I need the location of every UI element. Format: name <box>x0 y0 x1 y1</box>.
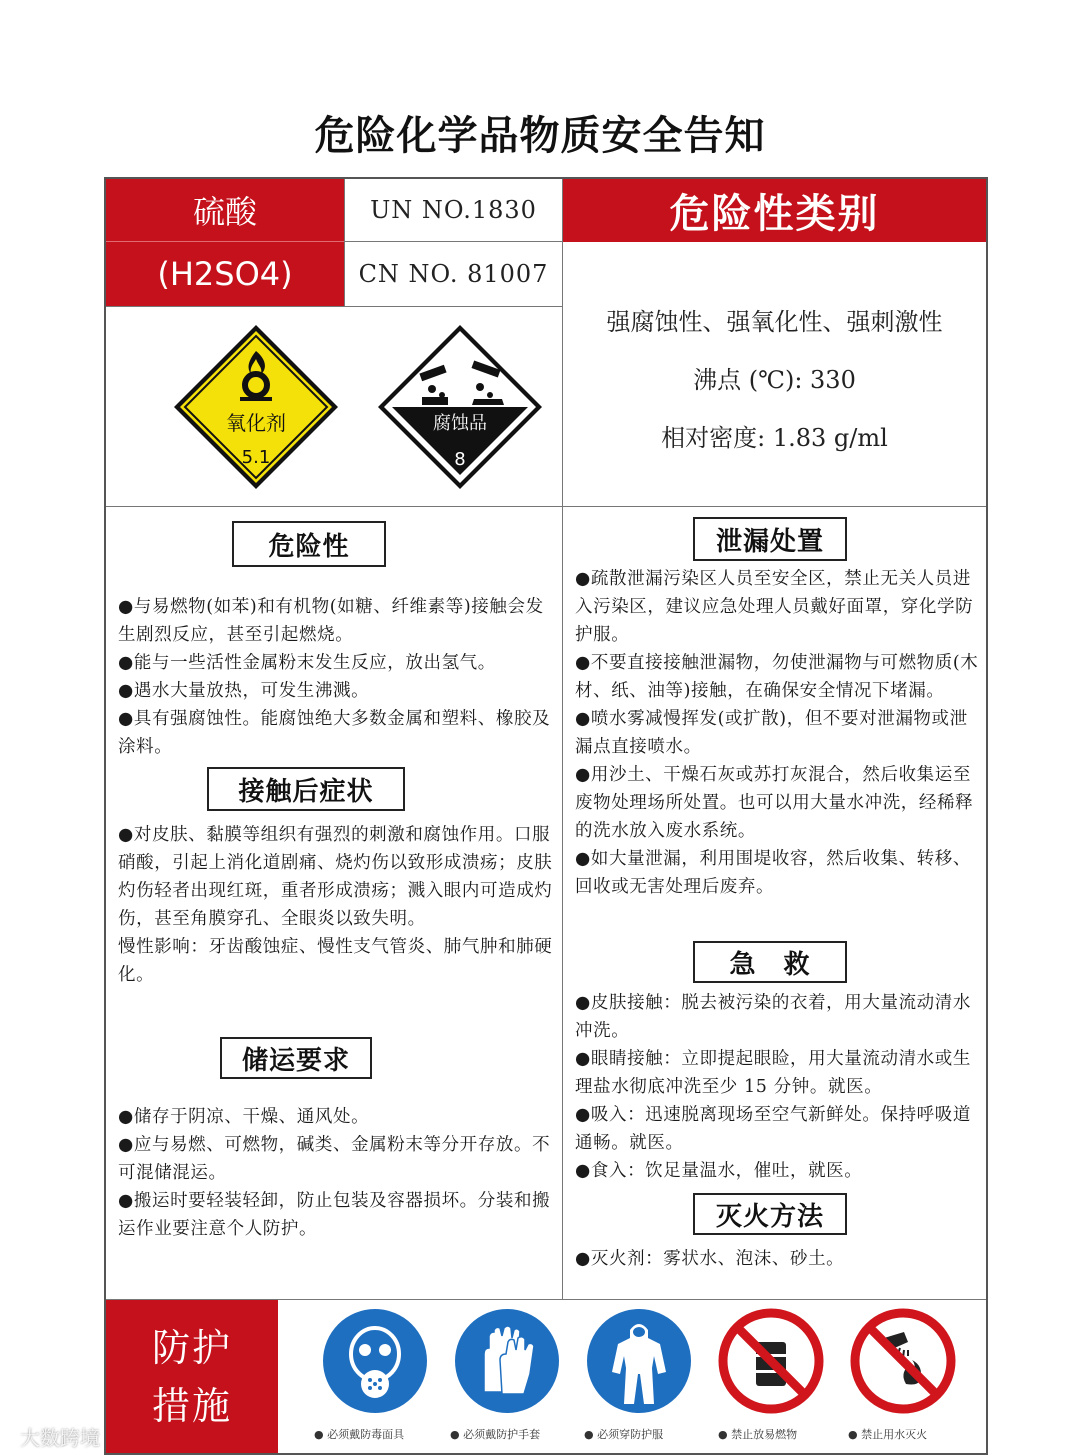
protection-label-line2: 措施 <box>151 1383 232 1428</box>
leak-item: ●用沙土、干燥石灰或苏打灰混合，然后收集运至废物处理场所处置。也可以用大量水冲洗，经稀释的洗水放入废水系统。 <box>575 765 974 841</box>
hazard-class-header: 危险性类别 <box>562 179 986 242</box>
symptoms-item: 慢性影响：牙齿酸蚀症、慢性支气管炎、肺气肿和肺硬化。 <box>118 937 553 985</box>
symptoms-section-title: 接触后症状 <box>207 767 405 811</box>
sign-caption-gloves: ● 必须戴防护手套 <box>450 1428 541 1441</box>
hazard-property-boiling-point: 沸点 (℃): 330 <box>693 366 856 394</box>
watermark: 大数跨境 <box>20 1426 100 1450</box>
corrosive-label-text: 腐蚀品 <box>433 413 487 434</box>
fire-item: ●灭火剂：雾状水、泡沫、砂土。 <box>575 1249 845 1269</box>
protective-suit-icon <box>586 1308 692 1414</box>
gas-mask-icon <box>322 1308 428 1414</box>
left-info-column <box>106 506 562 1299</box>
first-aid-item: ●吸入：迅速脱离现场至空气新鲜处。保持呼吸道通畅。就医。 <box>575 1105 971 1153</box>
first-aid-section-body <box>575 989 985 1185</box>
leak-item: ●不要直接接触泄漏物，勿使泄漏物与可燃物质(木材、纸、油等)接触，在确保安全情况下堵漏。 <box>575 653 979 701</box>
storage-item: ●搬运时要轻装轻卸，防止包装及容器损坏。分装和搬运作业要注意个人防护。 <box>118 1191 551 1239</box>
danger-section-title: 危险性 <box>232 521 386 567</box>
safety-sheet <box>104 177 988 1455</box>
hazard-properties <box>562 242 986 506</box>
leak-section-body <box>575 565 985 901</box>
no-flammables-icon <box>718 1308 824 1414</box>
page-title: 危险化学品物质安全告知 <box>314 113 766 159</box>
fire-section-title: 灭火方法 <box>693 1193 847 1235</box>
hazard-property-density: 相对密度: 1.83 g/ml <box>661 424 888 452</box>
cn-number: CN NO. 81007 <box>344 242 562 306</box>
storage-item: ●应与易燃、可燃物，碱类、金属粉末等分开存放。不可混储混运。 <box>118 1135 551 1183</box>
oxidizer-label <box>172 323 340 491</box>
ghs-labels-panel <box>106 306 562 506</box>
danger-item: ●与易燃物(如苯)和有机物(如糖、纤维素等)接触会发生剧烈反应，甚至引起燃烧。 <box>118 597 544 645</box>
first-aid-item: ●眼睛接触：立即提起眼睑，用大量流动清水或生理盐水彻底冲洗至少 15 分钟。就医。 <box>575 1049 971 1097</box>
first-aid-section-title: 急 救 <box>693 941 847 983</box>
storage-section-body <box>118 1103 558 1243</box>
substance-formula: (H2SO4) <box>106 242 344 306</box>
un-number: UN NO.1830 <box>344 179 562 242</box>
leak-item: ●疏散泄漏污染区人员至安全区，禁止无关人员进入污染区，建议应急处理人员戴好面罩，穿化学防护服。 <box>575 569 974 645</box>
symptoms-section-body <box>118 821 558 989</box>
storage-section-title: 储运要求 <box>220 1037 372 1079</box>
danger-section-body <box>118 593 558 761</box>
danger-item: ●遇水大量放热，可发生沸溅。 <box>118 681 370 701</box>
leak-section-title: 泄漏处置 <box>693 517 847 561</box>
oxidizer-class-number: 5.1 <box>241 447 271 468</box>
sign-caption-gas-mask: ● 必须戴防毒面具 <box>314 1428 405 1441</box>
corrosive-label <box>376 323 544 491</box>
protection-label-line1: 防护 <box>151 1325 232 1370</box>
no-water-extinguish-icon <box>850 1308 956 1414</box>
sign-caption-suit: ● 必须穿防护服 <box>584 1428 664 1441</box>
protection-signs <box>278 1299 986 1453</box>
sign-caption-no-water: ● 禁止用水灭火 <box>848 1428 928 1441</box>
symptoms-item: ●对皮肤、黏膜等组织有强烈的刺激和腐蚀作用。口服硝酸，引起上消化道剧痛、烧灼伤以致形成溃疡；皮肤灼伤轻者出现红斑，重者形成溃疡；溅入眼内可造成灼伤，甚至角膜穿孔、全眼炎以致失明。 <box>118 825 553 929</box>
right-info-column <box>562 506 986 1299</box>
danger-item: ●具有强腐蚀性。能腐蚀绝大多数金属和塑料、橡胶及涂料。 <box>118 709 551 757</box>
sign-caption-no-flammables: ● 禁止放易燃物 <box>718 1428 798 1441</box>
first-aid-item: ●皮肤接触：脱去被污染的衣着，用大量流动清水冲洗。 <box>575 993 971 1041</box>
leak-item: ●如大量泄漏，利用围堤收容，然后收集、转移、回收或无害处理后废弃。 <box>575 849 971 897</box>
storage-item: ●储存于阴凉、干燥、通风处。 <box>118 1107 370 1127</box>
leak-item: ●喷水雾减慢挥发(或扩散)，但不要对泄漏物或泄漏点直接喷水。 <box>575 709 968 757</box>
corrosive-class-number: 8 <box>454 449 466 470</box>
danger-item: ●能与一些活性金属粉末发生反应，放出氢气。 <box>118 653 496 673</box>
gloves-icon <box>454 1308 560 1414</box>
fire-section-body <box>575 1245 985 1273</box>
oxidizer-label-text: 氧化剂 <box>226 411 286 435</box>
protection-label <box>106 1299 278 1453</box>
substance-name: 硫酸 <box>106 179 344 242</box>
first-aid-item: ●食入：饮足量温水，催吐，就医。 <box>575 1161 863 1181</box>
hazard-property-1: 强腐蚀性、强氧化性、强刺激性 <box>606 308 943 336</box>
